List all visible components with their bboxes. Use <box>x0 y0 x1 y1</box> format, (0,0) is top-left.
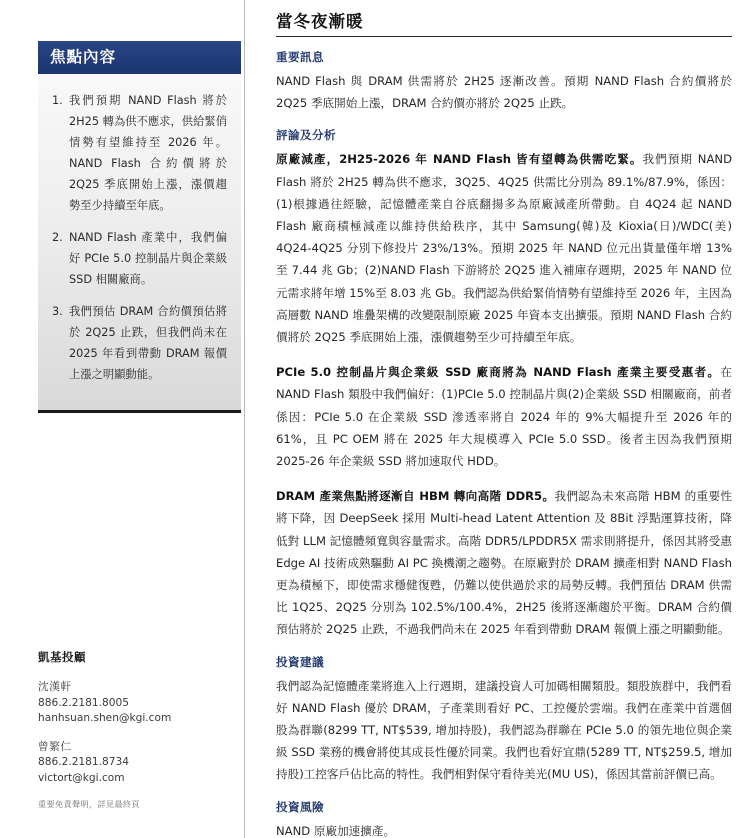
paragraph-body: NAND Flash 與 DRAM 供需將於 2H25 逐漸改善。預期 NAND Flash 合約價將於 2Q25 季底開始上漲，DRAM 合約價亦將於 2Q25 止跌。 <box>276 74 732 111</box>
paragraph-lead: DRAM 產業焦點將逐漸自 HBM 轉向高階 DDR5。 <box>276 489 555 504</box>
analyst-name: 沈漢軒 <box>38 681 72 693</box>
paragraph-lead: 原廠減產，2H25-2026 年 NAND Flash 皆有望轉為供需吃緊。 <box>276 152 643 167</box>
paragraph-body: NAND 原廠加速擴產。 <box>276 823 396 838</box>
list-item-text: NAND Flash 產業中，我們偏好 PCIe 5.0 控制晶片與企業級 SSD 相關廠商。 <box>69 231 227 286</box>
paragraph-body: 在 NAND Flash 類股中我們偏好：(1)PCIe 5.0 控制晶片與(2)企業級 SSD 相關廠商，前者係因：PCIe 5.0 在企業級 SSD 滲透率將自 2024 年的 9%大幅提升至 2026 年的 61%，且 PC OEM 將在 2025 年大規模導入 PCIe 5.0 SSD。後者主因為我們預期 2025-26 年企業級 SSD 將加速取代 HDD。 <box>276 365 732 469</box>
list-item-number: 3. <box>52 305 63 318</box>
analyst-entry <box>38 680 241 727</box>
analyst-phone: 886.2.2181.8734 <box>38 756 129 768</box>
disclaimer-note: 重要免責聲明，詳見最終頁 <box>38 799 140 809</box>
analyst-email[interactable]: hanhsuan.shen@kgi.com <box>38 712 172 724</box>
section-recommendation <box>276 654 732 786</box>
analyst-email[interactable]: victort@kgi.com <box>38 771 125 784</box>
analyst-name: 曾繁仁 <box>38 740 72 753</box>
section-heading: 投資建議 <box>276 654 324 669</box>
section-heading: 投資風險 <box>276 799 324 814</box>
analyst-phone: 886.2.2181.8005 <box>38 696 129 709</box>
list-item-text: 我們預估 DRAM 合約價預估將於 2Q25 止跌，但我們尚未在 2025 年看到帶動 DRAM 報價上漲之明顯動能。 <box>69 305 227 381</box>
contact-block <box>38 649 241 810</box>
paragraph <box>276 361 732 472</box>
firm-name: 凱基投顧 <box>38 650 86 664</box>
highlight-panel-title: 焦點內容 <box>38 41 241 74</box>
main-content <box>245 0 740 838</box>
section-key-message <box>276 49 732 114</box>
list-item-text: 我們預期 NAND Flash 將於 2H25 轉為供不應求，供給緊俏情勢有望維持至 2026 年。NAND Flash 合約價將於 2Q25 季底開始上漲，漲價趨勢至少持續至年底。 <box>69 94 227 212</box>
highlight-panel <box>38 41 241 413</box>
section-heading: 評論及分析 <box>276 128 336 143</box>
section-risk <box>276 799 732 838</box>
paragraph-body: 我們認為記憶體產業將進入上行週期，建議投資人可加碼相關類股。類股族群中，我們看好 NAND Flash 優於 DRAM，子產業則看好 PC、工控優於雲端。我們在產業中首選個股為群聯(8299 TT, NT$539, 增加持股)，我們認為群聯在 PCIe 5.0 的領先地位與企業級 SSD 業務的機會將使其成長性優於同業。我們也看好宜鼎(5289 TT, NT$259.5, 增加持股)工控客戶佔比高的特性。我們相對保守看待美光(MU US)，係因其當前評價已高。 <box>276 678 732 782</box>
paragraph <box>276 148 732 348</box>
page-title: 當冬夜漸暖 <box>276 8 732 37</box>
paragraph-lead: PCIe 5.0 控制晶片與企業級 SSD 廠商將為 NAND Flash 產業主要受惠者。 <box>276 365 721 380</box>
analyst-entry <box>38 740 241 787</box>
paragraph-body: 我們預期 NAND Flash 將於 2H25 轉為供不應求，3Q25、4Q25 供需比分別為 89.1%/87.9%，係因：(1)根據過往經驗，記憶體產業自谷底翻揚多為原廠減產所帶動。自 4Q24 起 NAND Flash 廠商積極減產以維持供給秩序，其中 Samsung(韓)及 Kioxia(日)/WDC(美) 4Q24-4Q25 分別下修投片 23%/13%。預期 2025 年 NAND 位元出貨量僅年增 13%至 7.44 兆 Gb；(2)NAND Flash 下游將於 2Q25 進入補庫存週期，2025 年 NAND 位元需求將年增 15%至 8.03 兆 Gb。我們認為供給緊俏情勢有望維持至 2026 年，主因為高層數 NAND 堆疊架構的改變限制原廠 2025 年資本支出擴張。預期 NAND Flash 合約價將於 2Q25 季底開始上漲，漲價趨勢至少可持續至年底。 <box>276 152 732 345</box>
list-item-number: 2. <box>52 231 63 244</box>
section-heading: 重要訊息 <box>276 50 324 64</box>
list-item-number: 1. <box>52 94 63 107</box>
paragraph <box>276 485 732 640</box>
section-analysis <box>276 127 732 640</box>
sidebar <box>0 0 245 838</box>
list-item <box>52 227 227 290</box>
paragraph <box>276 675 732 786</box>
paragraph <box>276 70 732 114</box>
paragraph-body: 我們認為未來高階 HBM 的重要性將下降，因 DeepSeek 採用 Multi-head Latent Attention 及 8Bit 浮點運算技術，降低對 LLM 記憶體頻寬與容量需求。高階 DDR5/LPDDR5X 需求則將提升，係因其將受惠 Edge AI 技術成熟驅動 AI PC 換機潮之趨勢。在原廠對於 DRAM 擴產相對 NAND Flash 更為積極下，即使需求穩健復甦，仍難以使供過於求的局勢反轉。我們預估 DRAM 供需比 1Q25、2Q25 分別為 102.5%/100.4%，2H25 後將逐漸趨於平衡。DRAM 合約價預估將於 2Q25 止跌，不過我們尚未在 2025 年看到帶動 DRAM 報價上漲之明顯動能。 <box>276 489 732 637</box>
paragraph <box>276 820 732 838</box>
highlight-list <box>38 74 241 385</box>
list-item <box>52 301 227 385</box>
list-item <box>52 90 227 216</box>
